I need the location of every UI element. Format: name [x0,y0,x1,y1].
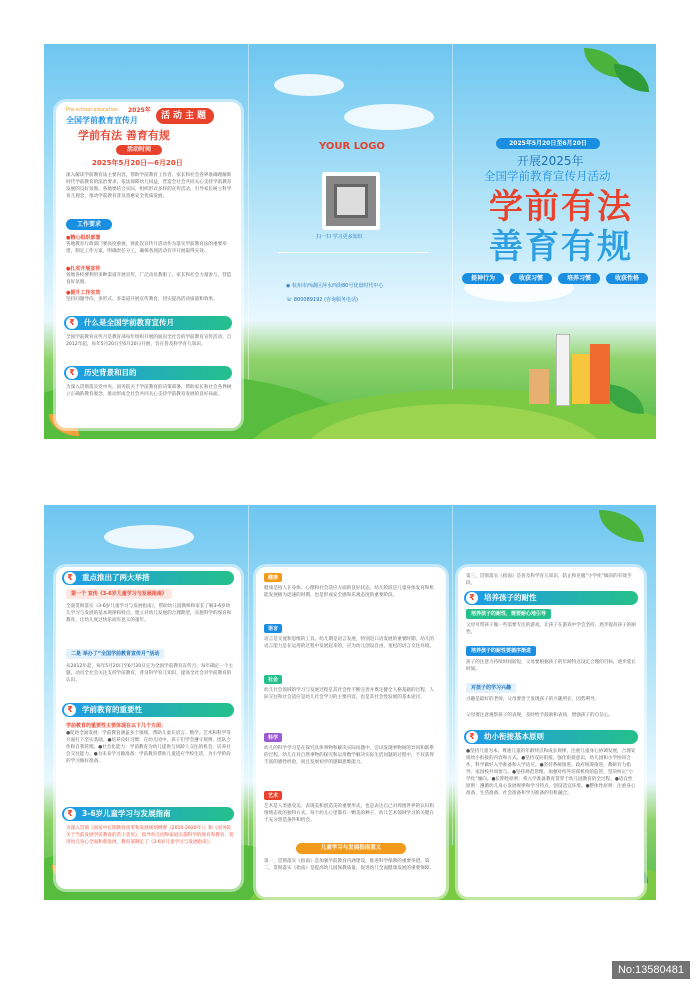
fold-line [248,505,249,900]
cloud [344,104,434,130]
date-pill: 2025年5月20日至6月20日 [496,138,600,149]
back-left-card [56,567,241,889]
time-label: 活动时间 [116,145,162,155]
section-title: 重点推出了两大举措 [82,573,150,582]
domain-text: 健康是指人在身体、心理和社会适应方面的良好状态。幼儿阶段是儿童身体发育和机能发展极为迅速的时期，也是形成安全感和乐观态度的重要阶段。 [264,586,434,598]
section-text: 兴趣是最好的老师，父母要善于发现孩子的兴趣所在，因势利导。 [466,697,600,702]
section-text: ●坚持儿童为本。尊重儿童的年龄特点和成长规律，注重儿童身心协调发展，合理安排幼小衔接的内容和方式。●坚持双向衔接。强化衔接意识，幼儿园和小学协同合作，科学做好入学准备和入学适应。●坚持系统推进。政府统筹推进，教研有力指导，家园校共同参与。●坚持规范管理。加强对校外培训机构的监管，坚决纠正“小学化”倾向。●长期性原则：将入学准备教育贯穿于幼儿园教育的全过程。●适宜性原则：遵循幼儿身心发展规律和学习特点，创设适宜环境。●整体性原则：注重身心准备、生活准备、社会准备和学习准备的有机融合。 [466,749,636,796]
req-text: 坚持问题导向，多形式、多渠道开展宣传教育，切实提高活动质量和效果。 [66,297,218,302]
yuan-icon: ₹ [466,592,478,604]
domain-tag: 健康 [264,573,282,582]
leaf-decoration [614,64,649,92]
section-text: 全国学前教育宣传月是教育部每年组织开展的面向全社会的学前教育宣传活动，自2012年起，每年5月20日至6月20日开展，旨在普及科学育儿知识。 [66,335,232,347]
significance-text: 第一，贯彻落实《指南》是加强学前教育内涵建设，推进科学保教的重要举措。第二，贯彻落实《指南》是提高幼儿园保教质量、促进幼儿全面健康发展的重要保障。 [264,859,434,871]
cloud [104,525,194,549]
section-text: 从2012年起，每年5月20日至6月20日定为全国学前教育宣传月，每年确定一个主题，动员全社会关注支持学前教育，普及科学育儿知识，提高全社会对学前教育的认识。 [66,664,234,683]
req-text: 各地教育行政部门要高度重视，将此次宣传月活动作为落实学前教育法的重要举措，制定工作方案，明确责任分工，确保各项活动有序开展取得实效。 [66,242,227,254]
intro-text: 深入解读学前教育法主要内容，帮助学前教育工作者、家长和社会各界准确理解新时代学前教育的法治要求，依法保障幼儿权益，营造全社会共同关心支持学前教育发展的良好氛围。各地要结合实际，组织形式多样的宣传活动，引导家长树立科学育儿观念，推动学前教育普及普惠安全优质发展。 [66,173,232,199]
building-illustration [556,334,570,406]
yuan-icon: ₹ [66,317,78,329]
section-bar [62,807,234,821]
fold-line [452,505,453,900]
big-slogan-2: 善育有规 [489,227,633,267]
section-text: 父母要注意观察孩子的表现，及时给予鼓励和表扬，增强孩子的自信心。 [466,713,614,718]
intro-text: 第三，贯彻落实《指南》是普及科学育儿知识，防止和克服“小学化”倾向的有效手段。 [466,574,632,586]
domain-tag: 社会 [264,675,282,684]
tag-2: 收获习惯 [510,273,552,284]
section-title: 3-6岁儿童学习与发展指南 [82,809,171,818]
phone-text: ☏ 800089192 (咨询服务电话) [286,297,358,303]
domain-tag: 艺术 [264,791,282,800]
sub-heading: 培养孩子的耐性要循序渐进 [466,646,536,656]
address-text: ◉ 杭州市西湖区萍水西街80号优盘时代中心 [286,283,384,289]
leaf-decoration [599,510,644,542]
sub-heading: 培养孩子的耐性，需要耐心地引导 [466,609,551,619]
building-illustration [529,369,549,404]
section-title: 幼小衔接基本原则 [484,732,544,741]
section-title: 学前教育的重要性 [82,705,142,714]
year-label: 2025年 [128,107,151,114]
tag-1: 提神行为 [462,273,504,284]
domain-text: 幼儿社会领域的学习与发展过程是其社会性不断完善并奠定健全人格基础的过程。人际交往和社会适应是幼儿社会学习的主要内容，也是其社会性发展的基本途径。 [264,688,434,700]
slogan: 学前有法 善育有规 [78,129,170,142]
tag-3: 培养习惯 [558,273,600,284]
building-illustration [590,344,610,404]
domain-text: 幼儿的科学学习是在探究具体事物和解决实际问题中，尝试发现事物间的异同和联系的过程。幼儿在对自然事物的探究和运用数学解决实际生活问题的过程中，不仅获得丰富的感性经验，而且发展初步的逻辑思维能力。 [264,746,434,765]
req-text: 各地各校要利用多种渠道开展宣传，广泛动员教职工、家长和社会力量参与，营造良好氛围。 [66,273,232,285]
campaign-title: 全国学前教育宣传月 [66,116,138,125]
location-icon: ◉ [286,283,292,289]
section-title: 什么是全国学前教育宣传月 [84,318,174,327]
sub-heading: 第一个 宣传《3-6岁儿童学习与发展指南》 [66,589,172,599]
domain-text: 语言是交流和思维的工具。幼儿期是语言发展，特别是口语发展的重要时期。幼儿的语言能力是在运用的过程中发展起来的，应为幼儿创设自由、宽松的语言交往环境。 [264,637,434,649]
yuan-icon: ₹ [64,704,76,716]
domain-text: 艺术是人类感受美、表现美和创造美的重要形式，也是表达自己对周围世界的认识和情绪态度的独特方式。每个幼儿心里都有一颗美的种子，幼儿艺术领域学习的关键在于充分创造条件和机会。 [264,804,434,823]
importance-heading: 学前教育的重要性主要体现在以下几个方面： [66,723,167,729]
watermark-id: No:13580481 [612,961,690,979]
date-range: 2025年5月20日—6月20日 [92,159,183,167]
req-heading: ●扎实开展宣传 [66,266,101,272]
logo-text: YOUR LOGO [319,141,385,152]
section-bar [464,591,638,605]
tag-4: 收获性格 [606,273,648,284]
domain-tag: 语言 [264,624,282,633]
section-bar [62,703,234,717]
section-title: 培养孩子的耐性 [484,593,537,602]
fold-line [452,44,453,439]
brochure-back [44,505,656,900]
qr-caption: 扫一扫 学习更多知识 [316,234,363,240]
building-illustration [572,354,592,404]
cloud [274,74,344,96]
section-bar [64,316,232,330]
back-middle-card [256,567,446,897]
section-bar [464,730,638,744]
divider [278,252,428,253]
back-right-card [458,567,644,897]
front-left-card [56,102,241,428]
sub-heading: 对孩子的学习兴趣 [466,683,516,693]
sub-heading: 二是 举办了“全国学前教育宣传月”活动 [66,649,164,659]
headline-line2: 全国学前教育宣传月活动 [484,169,611,183]
qr-code [322,172,380,230]
section-text: 父母可带孩子做一些需要专注的游戏，让孩子在游戏中学会坚持，逐步提高孩子的耐性。 [466,623,636,635]
headline-line1: 开展2025年 [517,154,584,168]
yuan-icon: ₹ [66,367,78,379]
brochure-front [44,44,656,439]
domain-tag: 科学 [264,733,282,742]
section-bar [64,366,232,380]
work-requirements-label: 工作要求 [66,219,112,230]
yuan-icon: ₹ [466,731,478,743]
section-title: 历史背景和目的 [84,368,137,377]
big-slogan-1: 学前有法 [489,187,633,227]
section-text: 为深入贯彻《国家中长期教育改革和发展规划纲要（2010-2020年）》和《国务院关于当前发展学前教育的若干意见》，指导幼儿园和家庭实施科学的保育和教育，促进幼儿身心全面和谐发展，教育部制定了《3-6岁儿童学习与发展指南》。 [66,826,234,845]
section-bar [62,571,234,585]
section-text: 为深入贯彻落实党中央、国务院关于学前教育的决策部署，帮助家长和社会各界树立正确的教育观念，推动形成全社会共同关心支持学前教育发展的良好局面。 [66,385,232,397]
activity-theme-badge: 活动主题 [156,108,214,124]
en-label: Pre-school education [66,107,119,113]
phone-icon: ☏ [286,297,294,303]
section-text: 全面贯彻落实《3-6岁儿童学习与发展指南》，帮助幼儿园教师和家长了解3-6岁幼儿学习与发展的基本规律和特点，建立对幼儿发展的合理期望，实施科学的保育和教育，让幼儿度过快乐而有意义的童年。 [66,604,232,623]
section-text: ●促进全面发展：学前教育涵盖多个领域，帮助儿童在语言、数学、艺术和科学等方面打下坚实基础。●培养良好习惯：在幼儿园中，孩子们学会遵守规则、团队合作和自我管理。●社会化能力：学前教育为幼儿提供与同龄人交往的机会，培养社会交往能力。●为未来学习做准备：学前教育帮助儿童适应学校生活，为小学阶段的学习做好准备。 [66,731,231,764]
req-heading: ●提升工作实效 [66,290,101,296]
yuan-icon: ₹ [64,808,76,820]
req-heading: ●精心组织部署 [66,235,101,241]
yuan-icon: ₹ [64,572,76,584]
significance-tag: 儿童学习与发展指南意义 [296,843,406,854]
section-text: 孩子的注意力持续时间较短，父母要根据孩子的年龄特点设定合理的目标，逐步延长时间。 [466,660,636,672]
